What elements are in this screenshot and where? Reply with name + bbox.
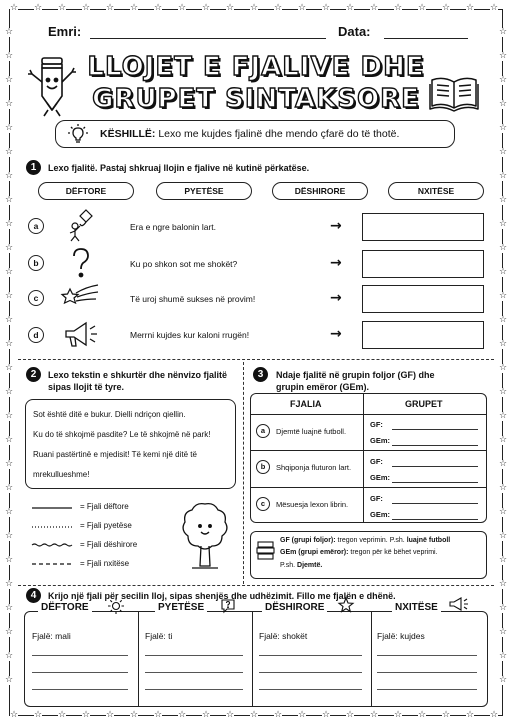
lightbulb-icon (68, 124, 88, 144)
border-star-icon: ☆ (178, 710, 187, 720)
category-deftore: DËFTORE (38, 182, 134, 200)
col-head-nxitese: NXITËSE (392, 602, 441, 613)
border-star-icon: ☆ (5, 195, 14, 205)
border-star-icon: ☆ (5, 315, 14, 325)
border-star-icon: ☆ (58, 3, 67, 13)
border-star-icon: ☆ (5, 171, 14, 181)
legend-label: = Fjali dëshirore (80, 540, 138, 549)
note-gem-term: GEm (grupi emëror): (280, 549, 349, 556)
text-line[interactable]: Sot është ditë e bukur. Dielli ndriçon qiellin. (33, 410, 186, 419)
col-head-deshirore: DËSHIRORE (262, 602, 327, 613)
note-gem-example-word: Djemtë. (295, 562, 323, 569)
border-star-icon: ☆ (442, 710, 451, 720)
border-star-icon: ☆ (499, 171, 508, 181)
section2-instruction-line1: Lexo tekstin e shkurtër dhe nënvizo fjalitë (48, 370, 228, 380)
border-star-icon: ☆ (5, 291, 14, 301)
border-star-icon: ☆ (499, 555, 508, 565)
border-star-icon: ☆ (226, 710, 235, 720)
gf-answer-line[interactable] (392, 429, 478, 430)
star-icon (338, 597, 354, 613)
arrow-icon: → (330, 255, 342, 271)
border-star-icon: ☆ (346, 710, 355, 720)
border-star-icon: ☆ (5, 579, 14, 589)
legend-wavy-line (32, 543, 72, 547)
table-column-divider (363, 394, 364, 522)
note-gem-desc: tregon për kë bëhet veprimi. (348, 549, 438, 556)
border-star-icon: ☆ (499, 339, 508, 349)
sentence-writing-box (24, 611, 488, 707)
category-nxitese: NXITËSE (388, 182, 484, 200)
border-star-icon: ☆ (5, 531, 14, 541)
border-star-icon: ☆ (499, 147, 508, 157)
gem-label: GEm: (370, 436, 391, 445)
section4-number: 4 (26, 588, 41, 603)
border-star-icon: ☆ (5, 435, 14, 445)
gf-answer-line[interactable] (392, 503, 478, 504)
border-star-icon: ☆ (5, 627, 14, 637)
border-star-icon: ☆ (5, 411, 14, 421)
answer-box-c[interactable] (362, 285, 484, 313)
gem-answer-line[interactable] (392, 482, 478, 483)
arrow-icon: → (330, 290, 342, 306)
row-letter: c (256, 497, 270, 511)
border-star-icon: ☆ (5, 75, 14, 85)
category-deshirore: DËSHIRORE (272, 182, 368, 200)
border-star-icon: ☆ (106, 710, 115, 720)
border-star-icon: ☆ (5, 339, 14, 349)
border-star-icon: ☆ (394, 3, 403, 13)
text-line[interactable]: mrekullueshme! (33, 470, 90, 479)
border-star-icon: ☆ (250, 3, 259, 13)
border-star-icon: ☆ (34, 710, 43, 720)
note-gem (280, 547, 438, 558)
border-star-icon: ☆ (226, 3, 235, 13)
item-sentence: Të uroj shumë sukses në provim! (130, 294, 256, 304)
col-header-grupet: GRUPET (405, 399, 443, 409)
arrow-icon: → (330, 218, 342, 234)
megaphone-icon (62, 320, 100, 350)
border-star-icon: ☆ (298, 3, 307, 13)
border-star-icon: ☆ (499, 195, 508, 205)
border-star-icon: ☆ (499, 411, 508, 421)
border-star-icon: ☆ (5, 483, 14, 493)
item-letter: c (28, 290, 44, 306)
table-row-divider (251, 450, 486, 451)
legend-dashed-line (32, 562, 72, 566)
note-gf-desc: tregon veprimin. P.sh. (335, 537, 405, 544)
note-gf-example: luajnë futboll (404, 537, 451, 544)
border-star-icon: ☆ (5, 675, 14, 685)
answer-box-a[interactable] (362, 213, 484, 241)
border-star-icon: ☆ (322, 3, 331, 13)
book-stack-icon (256, 540, 276, 562)
border-star-icon: ☆ (10, 3, 19, 13)
note-gem-example-prefix: P.sh. (280, 562, 296, 569)
border-star-icon: ☆ (298, 710, 307, 720)
column-divider (371, 612, 372, 706)
border-star-icon: ☆ (499, 219, 508, 229)
gem-label: GEm: (370, 473, 391, 482)
question-mark-icon (70, 247, 92, 279)
row-sentence: Djemtë luajnë futboll. (276, 427, 347, 436)
col-head-deftore: DËFTORE (38, 602, 92, 613)
border-star-icon: ☆ (394, 710, 403, 720)
border-star-icon: ☆ (499, 99, 508, 109)
category-pyetese: PYETËSE (156, 182, 252, 200)
column-divider (252, 612, 253, 706)
arrow-icon: → (330, 326, 342, 342)
border-star-icon: ☆ (418, 3, 427, 13)
border-star-icon: ☆ (499, 531, 508, 541)
border-star-icon: ☆ (499, 387, 508, 397)
date-label: Data: (338, 24, 371, 39)
item-sentence: Merrni kujdes kur kaloni rrugën! (130, 330, 250, 340)
open-book-icon (428, 72, 480, 112)
border-star-icon: ☆ (82, 710, 91, 720)
section3-instruction-line2: grupin emëror (GEm). (276, 382, 370, 392)
border-star-icon: ☆ (5, 387, 14, 397)
border-star-icon: ☆ (442, 3, 451, 13)
border-star-icon: ☆ (370, 710, 379, 720)
section2-number: 2 (26, 367, 41, 382)
border-star-icon: ☆ (202, 710, 211, 720)
border-star-icon: ☆ (499, 243, 508, 253)
section-divider (18, 359, 494, 360)
border-star-icon: ☆ (5, 267, 14, 277)
legend-label: = Fjali pyetëse (80, 521, 132, 530)
border-star-icon: ☆ (202, 3, 211, 13)
sentence-answer-line[interactable] (259, 655, 362, 656)
note-gem-example (280, 560, 322, 571)
border-star-icon: ☆ (499, 267, 508, 277)
border-star-icon: ☆ (499, 27, 508, 37)
border-star-icon: ☆ (58, 710, 67, 720)
item-letter: b (28, 255, 44, 271)
col-header-fjalia: FJALIA (290, 399, 322, 409)
column-divider (138, 612, 139, 706)
border-star-icon: ☆ (274, 3, 283, 13)
row-letter: b (256, 460, 270, 474)
row-sentence: Shqiponja fluturon lart. (276, 463, 352, 472)
text-line[interactable]: Ku do të shkojmë pasdite? Le të shkojmë në park! (33, 430, 211, 439)
sentence-answer-line[interactable] (259, 689, 362, 690)
legend-solid-line (32, 506, 72, 510)
border-star-icon: ☆ (130, 710, 139, 720)
sentence-answer-line[interactable] (145, 672, 243, 673)
border-star-icon: ☆ (499, 483, 508, 493)
border-star-icon: ☆ (499, 75, 508, 85)
item-sentence: Ku po shkon sot me shokët? (130, 259, 238, 269)
border-star-icon: ☆ (5, 507, 14, 517)
section-divider (18, 585, 494, 586)
border-star-icon: ☆ (82, 3, 91, 13)
border-star-icon: ☆ (466, 710, 475, 720)
border-star-icon: ☆ (154, 710, 163, 720)
border-star-icon: ☆ (322, 710, 331, 720)
note-gf-term: GF (grupi foljor): (280, 537, 336, 544)
sentence-answer-line[interactable] (32, 655, 128, 656)
tip-label: KËSHILLË: (100, 128, 156, 140)
border-star-icon: ☆ (499, 651, 508, 661)
name-field[interactable] (90, 38, 326, 39)
sentence-answer-line[interactable] (145, 655, 243, 656)
border-star-icon: ☆ (466, 3, 475, 13)
section3-instruction-line1: Ndaje fjalitë në grupin foljor (GF) dhe (276, 370, 435, 380)
sentence-answer-line[interactable] (377, 689, 477, 690)
border-star-icon: ☆ (499, 123, 508, 133)
border-star-icon: ☆ (499, 603, 508, 613)
border-star-icon: ☆ (34, 3, 43, 13)
kite-person-icon (66, 210, 96, 242)
border-star-icon: ☆ (499, 51, 508, 61)
text-line[interactable]: Ruani pastërtinë e mjedisit! Të kemi një ditë të (33, 450, 197, 459)
given-word: Fjalë: shokët (259, 631, 308, 641)
border-star-icon: ☆ (130, 3, 139, 13)
border-star-icon: ☆ (499, 315, 508, 325)
sentence-answer-line[interactable] (145, 689, 243, 690)
border-star-icon: ☆ (5, 243, 14, 253)
given-word: Fjalë: ti (145, 631, 173, 641)
section3-number: 3 (253, 367, 268, 382)
border-star-icon: ☆ (5, 27, 14, 37)
table-header-divider (251, 414, 486, 415)
legend-label: = Fjali dëftore (80, 502, 129, 511)
date-field[interactable] (384, 38, 468, 39)
item-letter: d (28, 327, 44, 343)
border-star-icon: ☆ (5, 603, 14, 613)
border-star-icon: ☆ (499, 459, 508, 469)
border-star-icon: ☆ (5, 363, 14, 373)
sun-icon (108, 598, 124, 614)
border-star-icon: ☆ (499, 363, 508, 373)
given-word: Fjalë: kujdes (377, 631, 425, 641)
border-star-icon: ☆ (499, 675, 508, 685)
note-gf (280, 535, 450, 546)
border-star-icon: ☆ (418, 710, 427, 720)
border-star-icon: ☆ (5, 219, 14, 229)
border-star-icon: ☆ (370, 3, 379, 13)
border-star-icon: ☆ (490, 3, 499, 13)
question-bubble-icon (220, 598, 236, 614)
answer-box-d[interactable] (362, 321, 484, 349)
border-star-icon: ☆ (499, 291, 508, 301)
col-head-pyetese: PYETËSE (155, 602, 207, 613)
legend-label: = Fjali nxitëse (80, 559, 130, 568)
tree-icon (180, 500, 230, 574)
sentence-answer-line[interactable] (377, 655, 477, 656)
border-star-icon: ☆ (499, 435, 508, 445)
page-title-line1: LLOJET E FJALIVE DHE (87, 52, 425, 82)
sentence-answer-line[interactable] (32, 672, 128, 673)
border-star-icon: ☆ (250, 710, 259, 720)
border-star-icon: ☆ (5, 459, 14, 469)
gem-answer-line[interactable] (392, 445, 478, 446)
border-star-icon: ☆ (5, 99, 14, 109)
gf-label: GF: (370, 420, 383, 429)
gf-answer-line[interactable] (392, 466, 478, 467)
border-star-icon: ☆ (5, 147, 14, 157)
legend-dotted-line (32, 525, 72, 529)
row-letter: a (256, 424, 270, 438)
shooting-star-icon (60, 283, 100, 311)
border-star-icon: ☆ (10, 710, 19, 720)
tip-box (55, 120, 455, 148)
sentence-answer-line[interactable] (377, 672, 477, 673)
border-star-icon: ☆ (5, 555, 14, 565)
border-star-icon: ☆ (490, 710, 499, 720)
answer-box-b[interactable] (362, 250, 484, 278)
border-star-icon: ☆ (346, 3, 355, 13)
page-title-line2: GRUPET SINTAKSORE (92, 84, 420, 114)
section4-instruction: Krijo një fjali për secilin lloj, sipas shenjës dhe udhëzimit. Fillo me fjalën e dhënë. (48, 591, 396, 601)
name-label: Emri: (48, 24, 82, 39)
megaphone-icon (448, 596, 470, 614)
border-star-icon: ☆ (499, 579, 508, 589)
section1-instruction: Lexo fjalitë. Pastaj shkruaj llojin e fjalive në kutinë përkatëse. (48, 163, 310, 173)
border-star-icon: ☆ (5, 123, 14, 133)
gf-label: GF: (370, 494, 383, 503)
tip-text: Lexo me kujdes fjalinë dhe mendo çfarë do të thotë. (158, 128, 400, 140)
border-star-icon: ☆ (274, 710, 283, 720)
gem-label: GEm: (370, 510, 391, 519)
border-star-icon: ☆ (499, 507, 508, 517)
column-divider (243, 362, 244, 584)
border-star-icon: ☆ (154, 3, 163, 13)
border-star-icon: ☆ (106, 3, 115, 13)
border-star-icon: ☆ (178, 3, 187, 13)
item-letter: a (28, 218, 44, 234)
given-word: Fjalë: mali (32, 631, 71, 641)
gem-answer-line[interactable] (392, 519, 478, 520)
border-star-icon: ☆ (5, 651, 14, 661)
sentence-answer-line[interactable] (259, 672, 362, 673)
row-sentence: Mësuesja lexon librin. (276, 500, 349, 509)
sentence-answer-line[interactable] (32, 689, 128, 690)
section1-number: 1 (26, 160, 41, 175)
border-star-icon: ☆ (5, 51, 14, 61)
section2-instruction-line2: sipas llojit të tyre. (48, 382, 125, 392)
item-sentence: Era e ngre balonin lart. (130, 222, 216, 232)
gf-label: GF: (370, 457, 383, 466)
border-star-icon: ☆ (499, 627, 508, 637)
table-row-divider (251, 487, 486, 488)
